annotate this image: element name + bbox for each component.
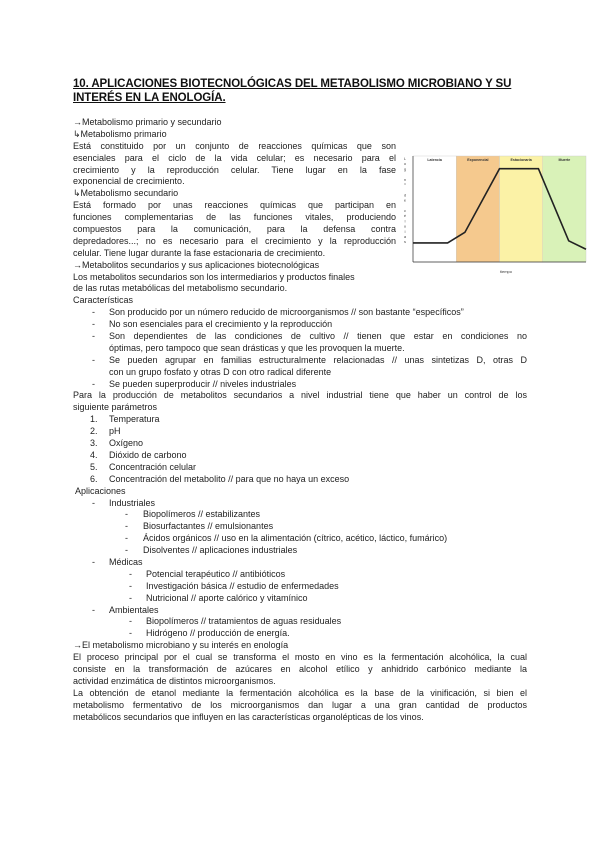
list-item-text: Dióxido de carbono bbox=[109, 449, 187, 460]
list-item-text: Temperatura bbox=[109, 414, 160, 425]
bullet-dash: - bbox=[92, 307, 95, 318]
text-line: siguiente parámetros bbox=[73, 402, 158, 413]
list-item-text: Nutricional // aporte calórico y vitamínico bbox=[146, 592, 308, 603]
list-number: 1. bbox=[90, 414, 98, 425]
paragraph-enology-1 bbox=[73, 652, 527, 688]
chart-phase-label: Exponencial bbox=[467, 158, 489, 162]
chart-x-axis-label: tiempo bbox=[499, 269, 513, 274]
list-number: 2. bbox=[90, 426, 98, 437]
text-line: celular. Tiene lugar durante la fase estacionaria de crecimiento. bbox=[73, 247, 326, 258]
paragraph-primary-metabolism bbox=[73, 141, 527, 189]
list-number: 6. bbox=[90, 473, 98, 484]
bullet-dash: - bbox=[92, 497, 95, 508]
list-item bbox=[73, 355, 527, 379]
list-item-text: Se pueden superproducir // niveles industriales bbox=[109, 378, 297, 389]
text-line: depredadores...; no es necesario para el crecimiento y la reproducción bbox=[73, 235, 396, 246]
text-line: metabólicos secundarios que influyen en las características organolépticas de los vinos. bbox=[73, 711, 424, 722]
list-item-text: Son dependientes de las condiciones de cultivo // tienen que estar en condiciones no bbox=[109, 331, 527, 342]
list-item-text: Biosurfactantes // emulsionantes bbox=[143, 521, 274, 532]
list-item bbox=[73, 628, 527, 640]
list-item-text: pH bbox=[109, 426, 121, 437]
list-item bbox=[73, 509, 527, 521]
applications-list bbox=[73, 498, 527, 641]
list-item bbox=[73, 569, 527, 581]
text-line: La obtención de etanol mediante la fermentación alcohólica es la base de la vinificación, si bien el bbox=[73, 687, 527, 698]
list-item bbox=[73, 581, 527, 593]
bullet-dash: - bbox=[92, 556, 95, 567]
bullet-dash: - bbox=[129, 616, 132, 627]
text-line: Está formado por unas reacciones químicas que participan en bbox=[73, 200, 396, 211]
title-line-2: INTERÉS EN LA ENOLOGÍA. bbox=[73, 92, 226, 104]
list-item bbox=[73, 616, 527, 628]
bullet-dash: - bbox=[129, 628, 132, 639]
chart-y-axis-label-char: e bbox=[404, 198, 406, 203]
text-line: esenciales para el ciclo de la vida celular; es necesario para el bbox=[73, 152, 396, 163]
characteristics-list bbox=[73, 307, 527, 390]
bullet-dash: - bbox=[92, 319, 95, 330]
chart-y-axis-label-char: L bbox=[404, 157, 406, 161]
list-item bbox=[73, 593, 527, 605]
bullet-dash: - bbox=[92, 604, 95, 615]
list-item-text: Disolventes // aplicaciones industriales bbox=[143, 545, 298, 556]
parameters-list bbox=[73, 414, 527, 485]
list-item bbox=[73, 545, 527, 557]
list-number: 4. bbox=[90, 449, 98, 460]
chart-y-axis-label-char: u bbox=[404, 224, 406, 229]
list-item-text: Son producido por un número reducido de microorganismos // son bastante “específicos” bbox=[109, 307, 464, 318]
chart-y-axis-label-char: º bbox=[404, 183, 406, 187]
category-medical: Médicas bbox=[109, 556, 143, 567]
chart-phase-label: Muerte bbox=[558, 158, 571, 162]
text-line: funciones complementarias de las funciones vitales, produciendo bbox=[73, 212, 396, 223]
chart-y-axis-label-char: n bbox=[404, 177, 406, 182]
list-item bbox=[73, 462, 527, 474]
list-item-text: Concentración celular bbox=[109, 461, 197, 472]
list-item bbox=[73, 331, 527, 355]
text-line: metabolismo fermentativo de los microorganismos dan lugar a una gran cantidad de productos bbox=[73, 699, 527, 710]
list-item-text: No son esenciales para el crecimiento y la reproducción bbox=[109, 319, 333, 330]
list-item bbox=[73, 450, 527, 462]
list-item-text: Ácidos orgánicos // uso en la alimentación (cítrico, acético, láctico, fumárico) bbox=[143, 533, 448, 544]
chart-y-axis-label-char: é bbox=[404, 214, 406, 219]
list-item-text: Potencial terapéutico // antibióticos bbox=[146, 568, 286, 579]
chart-phase-label: Estacionaria bbox=[510, 158, 532, 162]
section-heading-primary-secondary: →Metabolismo primario y secundario bbox=[73, 117, 222, 127]
title-line-1: 10. APLICACIONES BIOTECNOLÓGICAS DEL METABOLISMO MICROBIANO Y SU bbox=[73, 78, 512, 90]
bullet-dash: - bbox=[129, 568, 132, 579]
bullet-dash: - bbox=[125, 533, 128, 544]
chart-y-axis-label-char: l bbox=[404, 219, 406, 224]
category-industrial: Industriales bbox=[109, 497, 156, 508]
text-line: consiste en la transformación de azúcares en alcohol etílico y anhidrido carbónico mediante la bbox=[73, 663, 527, 674]
bullet-dash: - bbox=[125, 509, 128, 520]
list-item-text: Hidrógeno // producción de energía. bbox=[146, 628, 290, 639]
list-item bbox=[73, 533, 527, 545]
chart-phase-label: Latencia bbox=[427, 158, 442, 162]
list-item-text: con un grupo fosfato y otras D con otro radical diferente bbox=[109, 366, 332, 377]
list-item-text: Biopolímeros // estabilizantes bbox=[143, 509, 261, 520]
page-title bbox=[73, 77, 533, 105]
list-item bbox=[73, 414, 527, 426]
text-line: compuestos para la comunicación, para la defensa contra bbox=[73, 224, 396, 235]
list-item-text: Biopolímeros // tratamientos de aguas residuales bbox=[146, 616, 342, 627]
list-item-text: óptimas, pero tampoco que sean drásticas y que les provoquen la muerte. bbox=[109, 342, 405, 353]
subheading-primary-metabolism: ↳Metabolismo primario bbox=[73, 128, 167, 139]
list-item bbox=[73, 307, 527, 319]
chart-y-axis-label-char: c bbox=[404, 209, 406, 213]
text-line: Los metabolitos secundarios son los intermediarios y productos finales bbox=[73, 271, 355, 282]
list-item-text: Se pueden agrupar en familias estructuralmente relacionadas // unas sintetizas D, otras D bbox=[109, 354, 527, 365]
category-environmental: Ambientales bbox=[109, 604, 159, 615]
list-item-text: Concentración del metabolito // para que no haya un exceso bbox=[109, 473, 350, 484]
list-item bbox=[73, 498, 527, 510]
list-item-text: Oxígeno bbox=[109, 438, 144, 449]
bullet-dash: - bbox=[129, 592, 132, 603]
section-heading-secondary-metabolites: →Metabolitos secundarios y sus aplicaciones biotecnológicas bbox=[73, 259, 320, 270]
chart-y-axis-label-char: g bbox=[404, 167, 406, 172]
list-item bbox=[73, 438, 527, 450]
text-line: Para la producción de metabolitos secundarios a nivel industrial tiene que haber un control de los bbox=[73, 390, 527, 401]
applications-heading: Aplicaciones bbox=[75, 485, 126, 496]
text-line: crecimiento y la reproducción celular. Tiene lugar en la fase bbox=[73, 164, 396, 175]
chart-y-axis-label-char: l bbox=[404, 229, 406, 234]
list-item bbox=[73, 426, 527, 438]
list-item bbox=[73, 474, 527, 486]
list-item bbox=[73, 557, 527, 569]
bullet-dash: - bbox=[125, 521, 128, 532]
list-number: 3. bbox=[90, 438, 98, 449]
list-item bbox=[73, 521, 527, 533]
text-line: El proceso principal por el cual se transforma el mosto en vino es la fermentación alcohólica, la cual bbox=[73, 652, 527, 663]
bullet-dash: - bbox=[92, 378, 95, 389]
list-item bbox=[73, 605, 527, 617]
chart-y-axis-label-char: s bbox=[404, 240, 406, 245]
bullet-dash: - bbox=[92, 354, 95, 365]
subheading-secondary-metabolism: ↳Metabolismo secundario bbox=[73, 188, 179, 199]
text-line: de las rutas metabólicas del metabolismo secundario. bbox=[73, 283, 288, 294]
bullet-dash: - bbox=[92, 331, 95, 342]
bullet-dash: - bbox=[129, 580, 132, 591]
paragraph-secondary-metabolism bbox=[73, 200, 527, 259]
chart-y-axis-label-char: o bbox=[404, 162, 406, 167]
paragraph-enology-2 bbox=[73, 688, 527, 724]
list-item-text: Investigación básica // estudio de enfermedades bbox=[146, 580, 339, 591]
chart-y-axis-label-char: d bbox=[404, 193, 406, 198]
text-line: exponencial de crecimiento. bbox=[73, 176, 185, 187]
chart-y-axis-label-char: a bbox=[404, 235, 406, 239]
text-line: actividad enzimática de distintos microorganismos. bbox=[73, 675, 276, 686]
bullet-dash: - bbox=[125, 545, 128, 556]
list-number: 5. bbox=[90, 461, 98, 472]
section-heading-enology: →El metabolismo microbiano y su interés en enología bbox=[73, 640, 289, 651]
list-item bbox=[73, 379, 527, 391]
list-item bbox=[73, 319, 527, 331]
document-body bbox=[73, 117, 527, 723]
characteristics-heading: Características bbox=[73, 295, 134, 306]
text-line: Está constituido por un conjunto de reacciones químicas que son bbox=[73, 140, 396, 151]
